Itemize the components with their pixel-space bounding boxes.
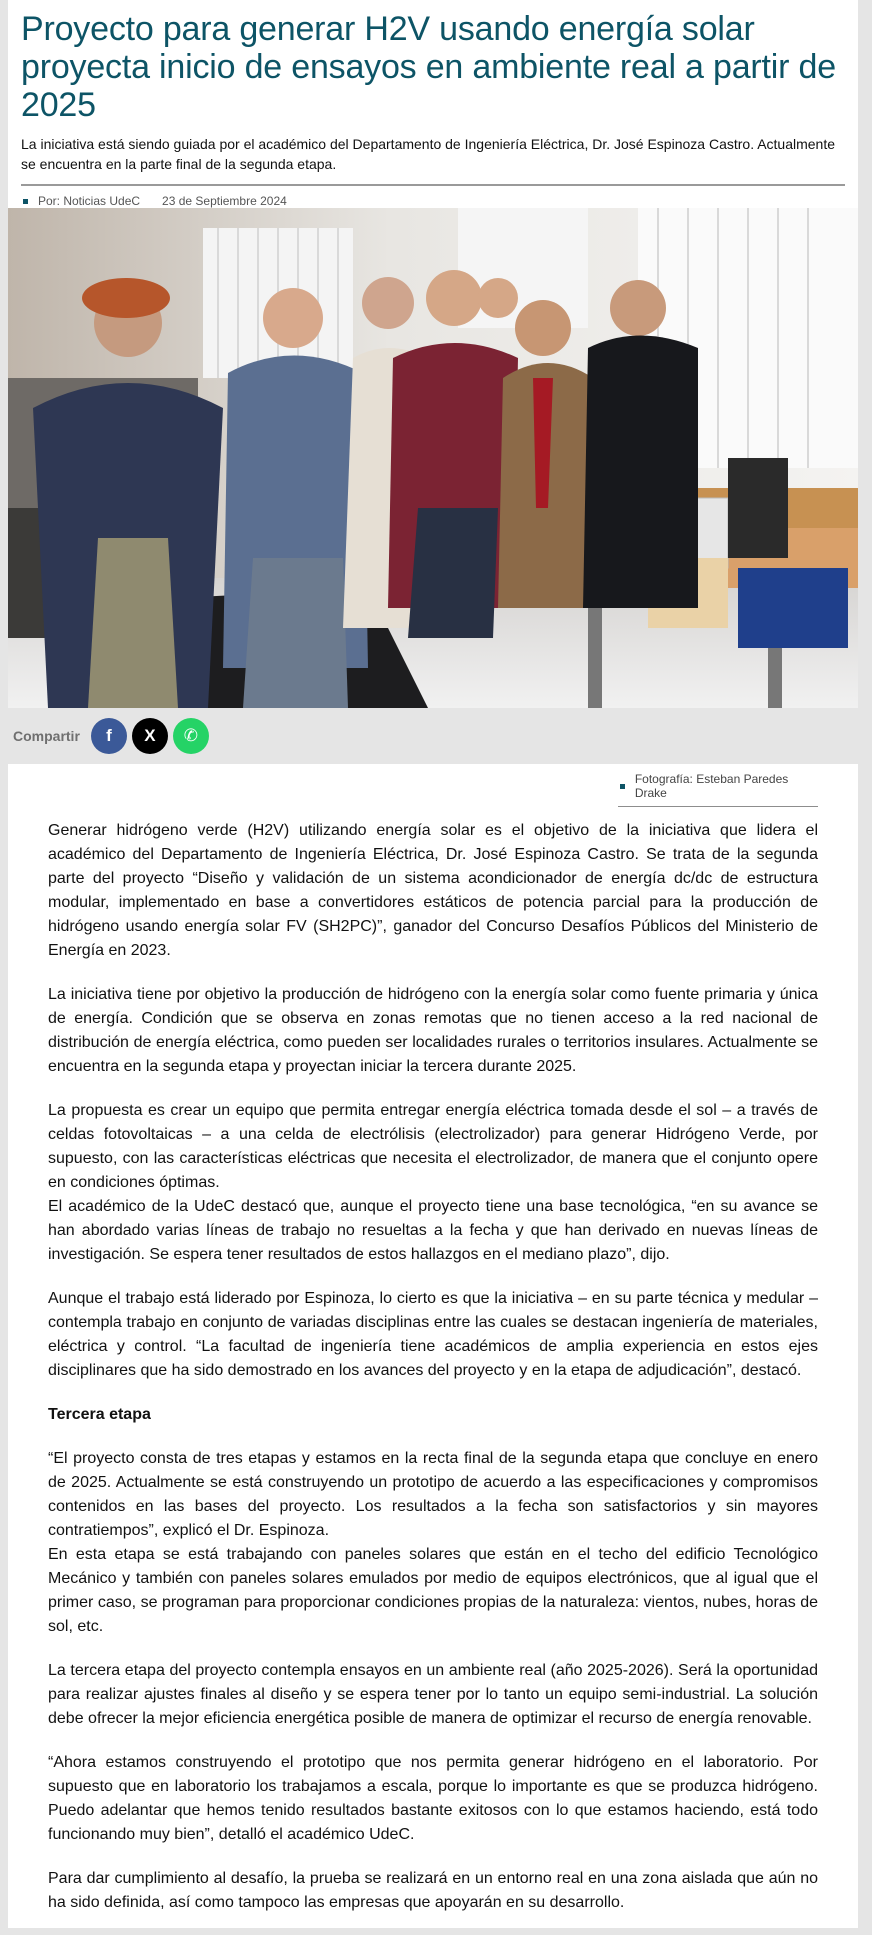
- paragraph: La tercera etapa del proyecto contempla ensayos en un ambiente real (año 2025-2026). Será la oportunidad para realizar ajustes finales al diseño y se espera tener por lo tanto un equipo semi-industrial. La solución debe ofrecer la mejor eficiencia energética posible de manera de optimizar el recurso de energía renovable.: [48, 1662, 818, 1727]
- whatsapp-icon: ✆: [183, 726, 199, 745]
- whatsapp-share-button[interactable]: [173, 718, 209, 754]
- article-subtitle: La iniciativa está siendo guiada por el académico del Departamento de Ingeniería Eléctrica, Dr. José Espinoza Castro. Actualmente se encuentra en la parte final de la segunda etapa.: [21, 136, 836, 172]
- article-photo: [8, 208, 858, 708]
- article-date: 23 de Septiembre 2024: [162, 194, 287, 208]
- paragraph: La iniciativa tiene por objetivo la producción de hidrógeno con la energía solar como fuente primaria y única de energía. Condición que se observa en zonas remotas que no tienen acceso a la red nacional de distribución de energía eléctrica, como pueden ser localidades rurales o territorios insulares. Actualmente se encuentra en la segunda etapa y proyectan iniciar la tercera durante 2025.: [48, 986, 818, 1075]
- x-share-button[interactable]: [132, 718, 168, 754]
- section-heading: Tercera etapa: [48, 1406, 151, 1423]
- paragraph: Generar hidrógeno verde (H2V) utilizando energía solar es el objetivo de la iniciativa que lidera el académico del Departamento de Ingeniería Eléctrica, Dr. José Espinoza Castro. Se trata de la segunda parte del proyecto “Diseño y validación de un sistema acondicionador de energía dc/dc de estructura modular, implementado en base a convertidores estáticos de potencia parcial para la producción de hidrógeno usando energía solar FV (SH2PC)”, ganador del Concurso Desafíos Públicos del Ministerio de Energía en 2023.: [48, 822, 818, 959]
- share-label: Compartir: [13, 728, 80, 744]
- paragraph: El académico de la UdeC destacó que, aunque el proyecto tiene una base tecnológica, “en su avance se han abordado varias líneas de trabajo no resueltas a la fecha y que han derivado en nuevas líneas de investigación. Se espera tener resultados de estos hallazgos en el mediano plazo”, dijo.: [48, 1198, 818, 1263]
- bullet-icon: [620, 784, 625, 789]
- bullet-icon: [23, 199, 28, 204]
- article-header: [8, 0, 858, 216]
- article-body-card: [8, 764, 858, 1928]
- group-photo-illustration: [8, 208, 858, 708]
- photo-credit: [618, 772, 818, 807]
- paragraph: Para dar cumplimiento al desafío, la prueba se realizará en un entorno real en una zona aislada que aún no ha sido definida, así como tampoco las empresas que apoyarán en su desarrollo.: [48, 1870, 818, 1911]
- facebook-share-button[interactable]: [91, 718, 127, 754]
- paragraph: En esta etapa se está trabajando con paneles solares que están en el techo del edificio Tecnológico Mecánico y también con paneles solares emulados por medio de equipos electrónicos, que al igual que el primer caso, se programan para proporcionar condiciones propias de la naturaleza: vientos, nubes, horas de sol, etc.: [48, 1546, 818, 1635]
- article-title: Proyecto para generar H2V usando energía solar proyecta inicio de ensayos en ambiente real a partir de 2025: [21, 10, 836, 124]
- article-author[interactable]: Por: Noticias UdeC: [38, 194, 141, 208]
- article-body: [48, 819, 818, 1935]
- x-icon: X: [144, 726, 156, 745]
- article-header-card: [8, 0, 858, 708]
- paragraph: La propuesta es crear un equipo que permita entregar energía eléctrica tomada desde el sol – a través de celdas fotovoltaicas – a una celda de electrólisis (electrolizador) para generar Hidrógeno Verde, por supuesto, con las características eléctricas que necesita el electrolizador, de manera que el conjunto opere en condiciones óptimas.: [48, 1102, 818, 1191]
- paragraph: “El proyecto consta de tres etapas y estamos en la recta final de la segunda etapa que concluye en enero de 2025. Actualmente se está construyendo un prototipo de acuerdo a las especificaciones y compromisos contenidos en las bases del proyecto. Los resultados a la fecha son satisfactorios y sin mayores contratiempos”, explicó el Dr. Espinoza.: [48, 1450, 818, 1539]
- paragraph: Aunque el trabajo está liderado por Espinoza, lo cierto es que la iniciativa – en su parte técnica y medular – contempla trabajo en conjunto de variadas disciplinas entre las cuales se destacan ingeniería de materiales, eléctrica y control. “La facultad de ingeniería tiene académicos de amplia experiencia en estos ejes disciplinares que ha sido demostrado en los avances del proyecto y en la etapa de adjudicación”, destacó.: [48, 1290, 818, 1379]
- share-bar: [0, 714, 872, 758]
- photo-credit-text: Fotografía: Esteban Paredes Drake: [634, 772, 789, 800]
- facebook-icon: f: [106, 726, 112, 745]
- paragraph: “Ahora estamos construyendo el prototipo que nos permita generar hidrógeno en el laboratorio. Por supuesto que en laboratorio los trabajamos a escala, porque lo importante es que se produzca hidrógeno. Puedo adelantar que hemos tenido resultados bastante exitosos con lo que estamos haciendo, está todo funcionando muy bien”, detalló el académico UdeC.: [48, 1754, 818, 1843]
